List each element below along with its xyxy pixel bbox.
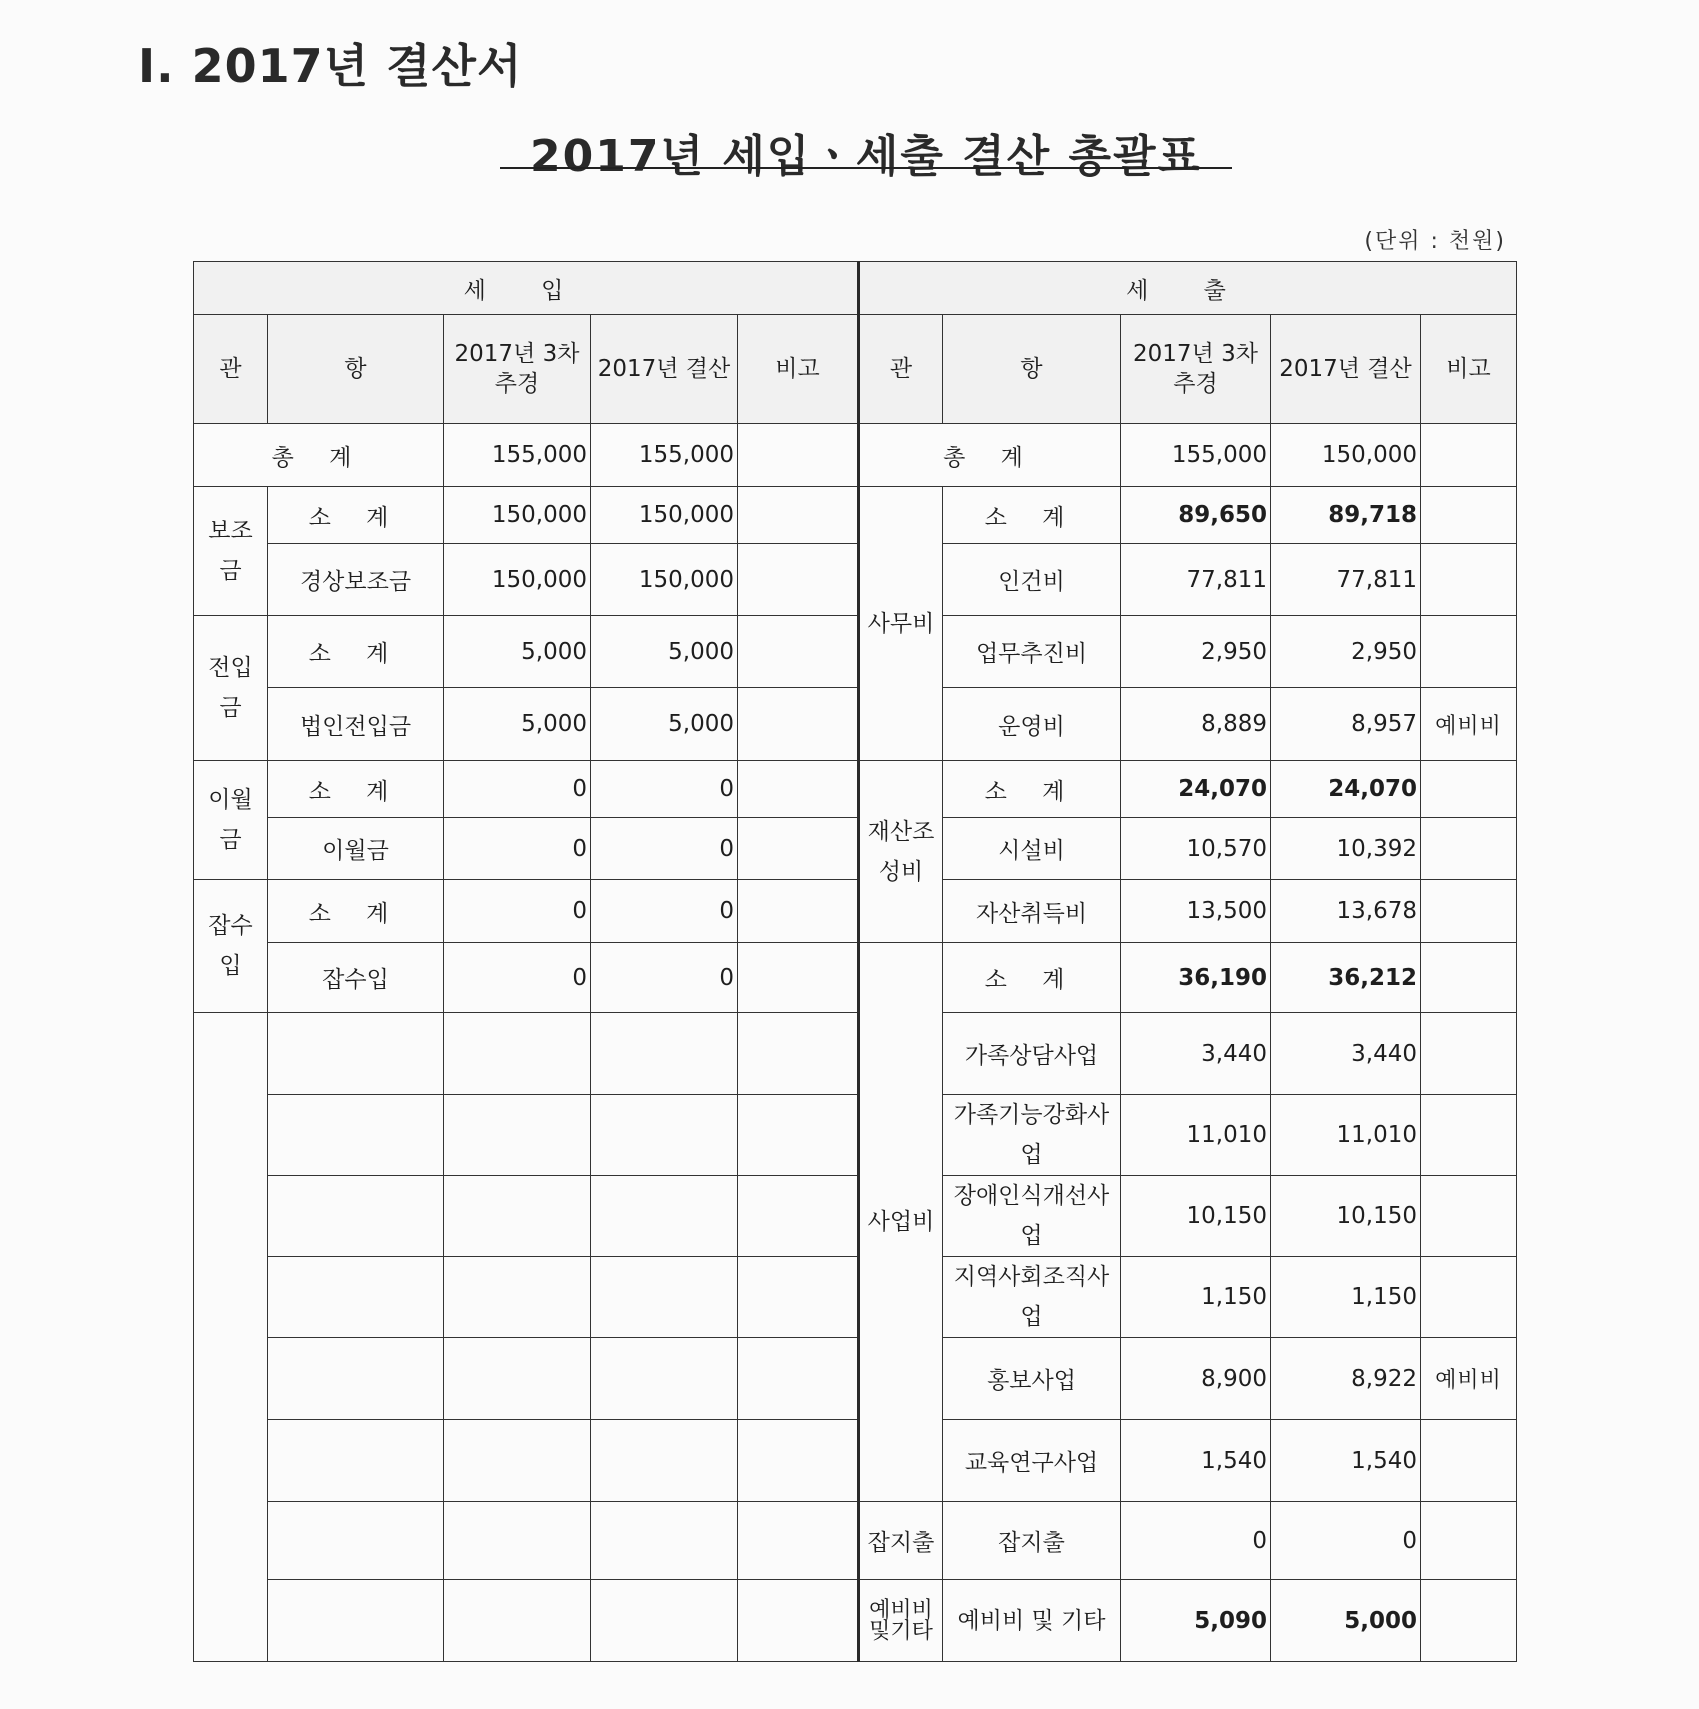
- table-row: [194, 880, 1517, 943]
- expenditure-note: [1421, 1420, 1517, 1502]
- revenue-note: [738, 1420, 859, 1502]
- expenditure-note: 예비비: [1421, 688, 1517, 761]
- expenditure-budget: 11,010: [1121, 1095, 1271, 1176]
- expenditure-hang: 소 계: [943, 761, 1121, 818]
- expenditure-settlement: 10,392: [1271, 818, 1421, 880]
- revenue-hang: 소 계: [268, 761, 444, 818]
- revenue-col-note: 비고: [738, 315, 859, 424]
- table-row: [194, 1580, 1517, 1662]
- revenue-col-budget: 2017년 3차추경: [444, 315, 591, 424]
- revenue-budget: [444, 1257, 591, 1338]
- revenue-budget: 0: [444, 818, 591, 880]
- revenue-settlement: [591, 1338, 738, 1420]
- expenditure-settlement: 1,540: [1271, 1420, 1421, 1502]
- revenue-hang: [268, 1013, 444, 1095]
- expenditure-budget: 36,190: [1121, 943, 1271, 1013]
- expenditure-settlement: 3,440: [1271, 1013, 1421, 1095]
- revenue-budget: [444, 1176, 591, 1257]
- revenue-budget: 5,000: [444, 688, 591, 761]
- expenditure-total-note: [1421, 424, 1517, 487]
- revenue-hang: [268, 1420, 444, 1502]
- revenue-hang: 소 계: [268, 880, 444, 943]
- expenditure-budget: 10,150: [1121, 1176, 1271, 1257]
- revenue-total-note: [738, 424, 859, 487]
- expenditure-hang: 장애인식개선사업: [943, 1176, 1121, 1257]
- revenue-budget: 5,000: [444, 616, 591, 688]
- expenditure-budget: 24,070: [1121, 761, 1271, 818]
- table-row: [194, 761, 1517, 818]
- revenue-budget: [444, 1420, 591, 1502]
- revenue-hang: 법인전입금: [268, 688, 444, 761]
- column-header-row: [194, 315, 1517, 424]
- expenditure-hang: 업무추진비: [943, 616, 1121, 688]
- expenditure-hang: 가족기능강화사업: [943, 1095, 1121, 1176]
- expenditure-col-budget: 2017년 3차추경: [1121, 315, 1271, 424]
- revenue-budget: 0: [444, 943, 591, 1013]
- expenditure-hang: 홍보사업: [943, 1338, 1121, 1420]
- revenue-settlement: 5,000: [591, 616, 738, 688]
- expenditure-settlement: 2,950: [1271, 616, 1421, 688]
- expenditure-settlement: 0: [1271, 1502, 1421, 1580]
- expenditure-note: [1421, 943, 1517, 1013]
- revenue-budget: [444, 1095, 591, 1176]
- revenue-hang: 이월금: [268, 818, 444, 880]
- revenue-settlement: [591, 1420, 738, 1502]
- expenditure-section-header: 세 출: [859, 262, 1517, 315]
- expenditure-settlement: 13,678: [1271, 880, 1421, 943]
- expenditure-settlement: 11,010: [1271, 1095, 1421, 1176]
- expenditure-budget: 10,570: [1121, 818, 1271, 880]
- expenditure-col-settlement: 2017년 결산: [1271, 315, 1421, 424]
- expenditure-budget: 77,811: [1121, 544, 1271, 616]
- expenditure-gwan-misc-expense: 잡지출: [859, 1502, 943, 1580]
- expenditure-hang: 교육연구사업: [943, 1420, 1121, 1502]
- revenue-note: [738, 1095, 859, 1176]
- expenditure-hang: 운영비: [943, 688, 1121, 761]
- expenditure-budget: 2,950: [1121, 616, 1271, 688]
- expenditure-total-label: 총 계: [859, 424, 1121, 487]
- revenue-note: [738, 761, 859, 818]
- expenditure-col-hang: 항: [943, 315, 1121, 424]
- expenditure-total-budget: 155,000: [1121, 424, 1271, 487]
- revenue-settlement: [591, 1502, 738, 1580]
- table-row: [194, 943, 1517, 1013]
- revenue-budget: [444, 1013, 591, 1095]
- total-row: [194, 424, 1517, 487]
- revenue-budget: [444, 1502, 591, 1580]
- expenditure-hang: 잡지출: [943, 1502, 1121, 1580]
- revenue-settlement: 0: [591, 880, 738, 943]
- expenditure-budget: 5,090: [1121, 1580, 1271, 1662]
- revenue-settlement: [591, 1257, 738, 1338]
- revenue-note: [738, 688, 859, 761]
- expenditure-note: [1421, 818, 1517, 880]
- revenue-total-budget: 155,000: [444, 424, 591, 487]
- expenditure-note: [1421, 761, 1517, 818]
- table-row: [194, 1338, 1517, 1420]
- expenditure-settlement: 24,070: [1271, 761, 1421, 818]
- expenditure-note: [1421, 1013, 1517, 1095]
- expenditure-hang: 가족상담사업: [943, 1013, 1121, 1095]
- expenditure-note: [1421, 487, 1517, 544]
- revenue-gwan-transfer: 전입금: [194, 616, 268, 761]
- revenue-section-header: 세 입: [194, 262, 859, 315]
- revenue-note: [738, 616, 859, 688]
- revenue-note: [738, 943, 859, 1013]
- revenue-gwan-misc-income: 잡수입: [194, 880, 268, 1013]
- expenditure-note: [1421, 1176, 1517, 1257]
- expenditure-hang: 소 계: [943, 487, 1121, 544]
- expenditure-budget: 0: [1121, 1502, 1271, 1580]
- expenditure-budget: 1,540: [1121, 1420, 1271, 1502]
- revenue-hang: 경상보조금: [268, 544, 444, 616]
- expenditure-note: [1421, 616, 1517, 688]
- table-row: [194, 688, 1517, 761]
- revenue-col-hang: 항: [268, 315, 444, 424]
- revenue-col-gwan: 관: [194, 315, 268, 424]
- table-row: [194, 544, 1517, 616]
- expenditure-settlement: 1,150: [1271, 1257, 1421, 1338]
- expenditure-gwan-office: 사무비: [859, 487, 943, 761]
- expenditure-note: [1421, 1257, 1517, 1338]
- section-header-row: [194, 262, 1517, 315]
- revenue-budget: 150,000: [444, 487, 591, 544]
- revenue-note: [738, 1013, 859, 1095]
- revenue-hang: [268, 1502, 444, 1580]
- revenue-settlement: [591, 1095, 738, 1176]
- table-row: [194, 1095, 1517, 1176]
- settlement-summary-table: [193, 261, 1517, 1662]
- table-row: [194, 1176, 1517, 1257]
- revenue-hang: [268, 1580, 444, 1662]
- revenue-settlement: [591, 1580, 738, 1662]
- expenditure-budget: 8,900: [1121, 1338, 1271, 1420]
- expenditure-budget: 8,889: [1121, 688, 1271, 761]
- expenditure-budget: 3,440: [1121, 1013, 1271, 1095]
- revenue-settlement: 0: [591, 943, 738, 1013]
- expenditure-note: 예비비: [1421, 1338, 1517, 1420]
- revenue-hang: 소 계: [268, 487, 444, 544]
- expenditure-hang: 지역사회조직사업: [943, 1257, 1121, 1338]
- revenue-settlement: 150,000: [591, 544, 738, 616]
- table-row: [194, 1502, 1517, 1580]
- expenditure-note: [1421, 1502, 1517, 1580]
- unit-note: (단위 : 천원): [1364, 229, 1506, 254]
- revenue-note: [738, 1257, 859, 1338]
- revenue-empty-gwan: [194, 1013, 268, 1662]
- expenditure-settlement: 8,922: [1271, 1338, 1421, 1420]
- table-row: [194, 616, 1517, 688]
- revenue-note: [738, 544, 859, 616]
- revenue-settlement: 150,000: [591, 487, 738, 544]
- expenditure-note: [1421, 880, 1517, 943]
- revenue-note: [738, 818, 859, 880]
- revenue-settlement: [591, 1013, 738, 1095]
- expenditure-settlement: 8,957: [1271, 688, 1421, 761]
- revenue-note: [738, 487, 859, 544]
- expenditure-gwan-reserve: 예비비및기타: [859, 1580, 943, 1662]
- table-row: [194, 1420, 1517, 1502]
- expenditure-note: [1421, 1095, 1517, 1176]
- revenue-note: [738, 1176, 859, 1257]
- revenue-budget: [444, 1580, 591, 1662]
- revenue-note: [738, 1502, 859, 1580]
- revenue-note: [738, 1580, 859, 1662]
- revenue-budget: [444, 1338, 591, 1420]
- revenue-hang: [268, 1257, 444, 1338]
- expenditure-hang: 예비비 및 기타: [943, 1580, 1121, 1662]
- expenditure-note: [1421, 544, 1517, 616]
- title-underline: [500, 167, 1232, 169]
- expenditure-budget: 1,150: [1121, 1257, 1271, 1338]
- expenditure-hang: 시설비: [943, 818, 1121, 880]
- expenditure-settlement: 77,811: [1271, 544, 1421, 616]
- table-row: [194, 1257, 1517, 1338]
- revenue-total-settlement: 155,000: [591, 424, 738, 487]
- document-title: 2017년 세입ㆍ세출 결산 총괄표: [530, 131, 1202, 182]
- expenditure-budget: 89,650: [1121, 487, 1271, 544]
- revenue-note: [738, 880, 859, 943]
- expenditure-hang: 소 계: [943, 943, 1121, 1013]
- revenue-settlement: 0: [591, 818, 738, 880]
- table-row: [194, 1013, 1517, 1095]
- table-row: [194, 818, 1517, 880]
- revenue-gwan-carryover: 이월금: [194, 761, 268, 880]
- revenue-settlement: [591, 1176, 738, 1257]
- expenditure-total-settlement: 150,000: [1271, 424, 1421, 487]
- expenditure-hang: 자산취득비: [943, 880, 1121, 943]
- revenue-budget: 0: [444, 880, 591, 943]
- revenue-total-label: 총 계: [194, 424, 444, 487]
- revenue-hang: 잡수입: [268, 943, 444, 1013]
- revenue-settlement: 5,000: [591, 688, 738, 761]
- revenue-budget: 150,000: [444, 544, 591, 616]
- expenditure-gwan-program: 사업비: [859, 943, 943, 1502]
- revenue-hang: 소 계: [268, 616, 444, 688]
- expenditure-settlement: 5,000: [1271, 1580, 1421, 1662]
- revenue-budget: 0: [444, 761, 591, 818]
- expenditure-settlement: 89,718: [1271, 487, 1421, 544]
- expenditure-col-gwan: 관: [859, 315, 943, 424]
- expenditure-settlement: 36,212: [1271, 943, 1421, 1013]
- revenue-hang: [268, 1176, 444, 1257]
- revenue-note: [738, 1338, 859, 1420]
- expenditure-budget: 13,500: [1121, 880, 1271, 943]
- expenditure-hang: 인건비: [943, 544, 1121, 616]
- expenditure-col-note: 비고: [1421, 315, 1517, 424]
- expenditure-gwan-property: 재산조성비: [859, 761, 943, 943]
- expenditure-note: [1421, 1580, 1517, 1662]
- expenditure-settlement: 10,150: [1271, 1176, 1421, 1257]
- section-title: Ⅰ. 2017년 결산서: [138, 39, 523, 93]
- revenue-settlement: 0: [591, 761, 738, 818]
- revenue-hang: [268, 1095, 444, 1176]
- table-row: [194, 487, 1517, 544]
- revenue-gwan-subsidy: 보조금: [194, 487, 268, 616]
- revenue-hang: [268, 1338, 444, 1420]
- revenue-col-settlement: 2017년 결산: [591, 315, 738, 424]
